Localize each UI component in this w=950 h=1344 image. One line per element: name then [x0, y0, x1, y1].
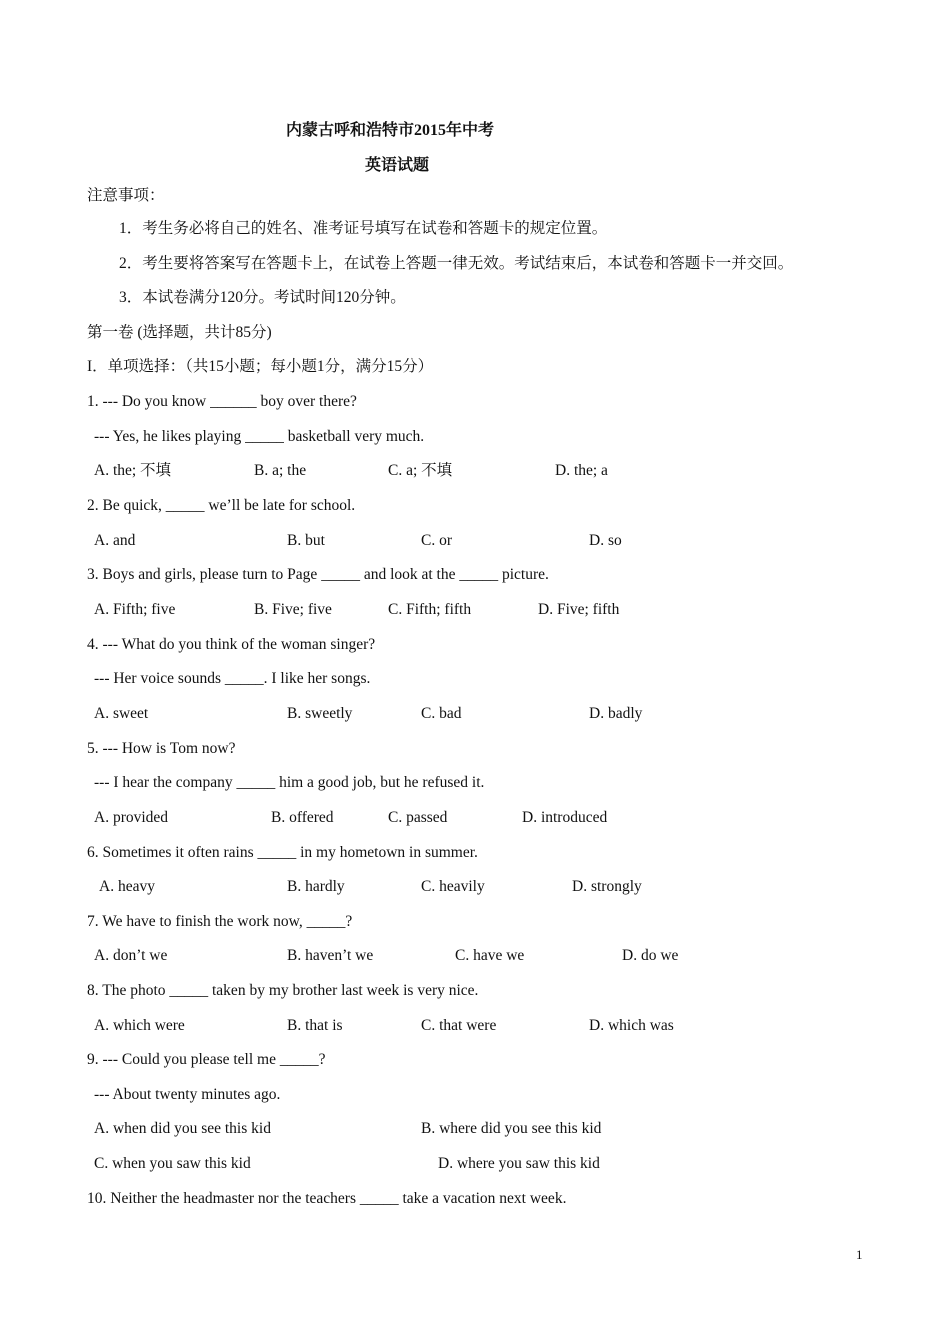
question-stem: 5. --- How is Tom now? — [87, 740, 236, 757]
question-stem: 3. Boys and girls, please turn to Page _____ and look at the _____ picture. — [87, 566, 549, 583]
option-a: A. the; 不填 — [94, 462, 172, 479]
option-a: A. sweet — [94, 705, 149, 722]
option-b: B. a; the — [254, 462, 307, 479]
option-c: C. have we — [455, 947, 525, 964]
notice-item: 3．本试卷满分120分。考试时间120分钟。 — [119, 289, 406, 306]
option-c: C. heavily — [421, 878, 485, 895]
question-stem: 7. We have to finish the work now, _____? — [87, 913, 353, 930]
question-stem: 10. Neither the headmaster nor the teachers _____ take a vacation next week. — [87, 1190, 567, 1207]
option-b: B. sweetly — [287, 705, 353, 722]
option-a: A. Fifth; five — [94, 601, 176, 618]
option-d: D. badly — [589, 705, 643, 722]
question-stem: 4. --- What do you think of the woman singer? — [87, 636, 376, 653]
option-d: D. the; a — [555, 462, 608, 479]
option-c: C. bad — [421, 705, 462, 722]
page-number: 1 — [856, 1247, 863, 1262]
option-c: C. Fifth; fifth — [388, 601, 472, 618]
volume-heading: 第一卷 (选择题，共计85分) — [87, 324, 272, 341]
question-stem: 8. The photo _____ taken by my brother last week is very nice. — [87, 982, 479, 999]
option-b: B. Five; five — [254, 601, 332, 618]
option-a: A. heavy — [99, 878, 155, 895]
option-b: B. but — [287, 532, 325, 549]
option-b: B. haven’t we — [287, 947, 374, 964]
option-b: B. hardly — [287, 878, 345, 895]
exam-title: 内蒙古呼和浩特市2015年中考 — [286, 122, 495, 139]
option-d: D. Five; fifth — [538, 601, 620, 618]
option-a: A. when did you see this kid — [94, 1120, 271, 1137]
option-c: C. passed — [388, 809, 448, 826]
question-stem: --- Her voice sounds _____. I like her songs. — [94, 670, 371, 687]
option-a: A. and — [94, 532, 136, 549]
option-d: D. do we — [622, 947, 679, 964]
option-c: C. a; 不填 — [388, 462, 453, 479]
option-b: B. that is — [287, 1017, 343, 1034]
option-c: C. when you saw this kid — [94, 1155, 251, 1172]
section-heading: I．单项选择：（共15小题；每小题1分，满分15分） — [87, 358, 434, 375]
option-d: D. strongly — [572, 878, 642, 895]
question-stem: 9. --- Could you please tell me _____? — [87, 1051, 326, 1068]
option-b: B. where did you see this kid — [421, 1120, 602, 1137]
notice-heading: 注意事项： — [87, 187, 165, 204]
question-stem: 6. Sometimes it often rains _____ in my hometown in summer. — [87, 844, 478, 861]
question-stem: --- About twenty minutes ago. — [94, 1086, 281, 1103]
option-d: D. where you saw this kid — [438, 1155, 600, 1172]
question-stem: --- Yes, he likes playing _____ basketball very much. — [94, 428, 425, 445]
question-stem: --- I hear the company _____ him a good job, but he refused it. — [94, 774, 485, 791]
option-d: D. introduced — [522, 809, 608, 826]
option-b: B. offered — [271, 809, 334, 826]
notice-item: 2．考生要将答案写在答题卡上，在试卷上答题一律无效。考试结束后，本试卷和答题卡一并交回。 — [119, 255, 794, 272]
option-d: D. so — [589, 532, 622, 549]
question-stem: 1. --- Do you know ______ boy over there? — [87, 393, 357, 410]
option-a: A. which were — [94, 1017, 185, 1034]
option-a: A. provided — [94, 809, 169, 826]
notice-item: 1．考生务必将自己的姓名、准考证号填写在试卷和答题卡的规定位置。 — [119, 220, 608, 237]
option-d: D. which was — [589, 1017, 674, 1034]
option-c: C. that were — [421, 1017, 497, 1034]
option-a: A. don’t we — [94, 947, 168, 964]
exam-subtitle: 英语试题 — [365, 157, 430, 174]
question-stem: 2. Be quick, _____ we’ll be late for school. — [87, 497, 356, 514]
option-c: C. or — [421, 532, 452, 549]
